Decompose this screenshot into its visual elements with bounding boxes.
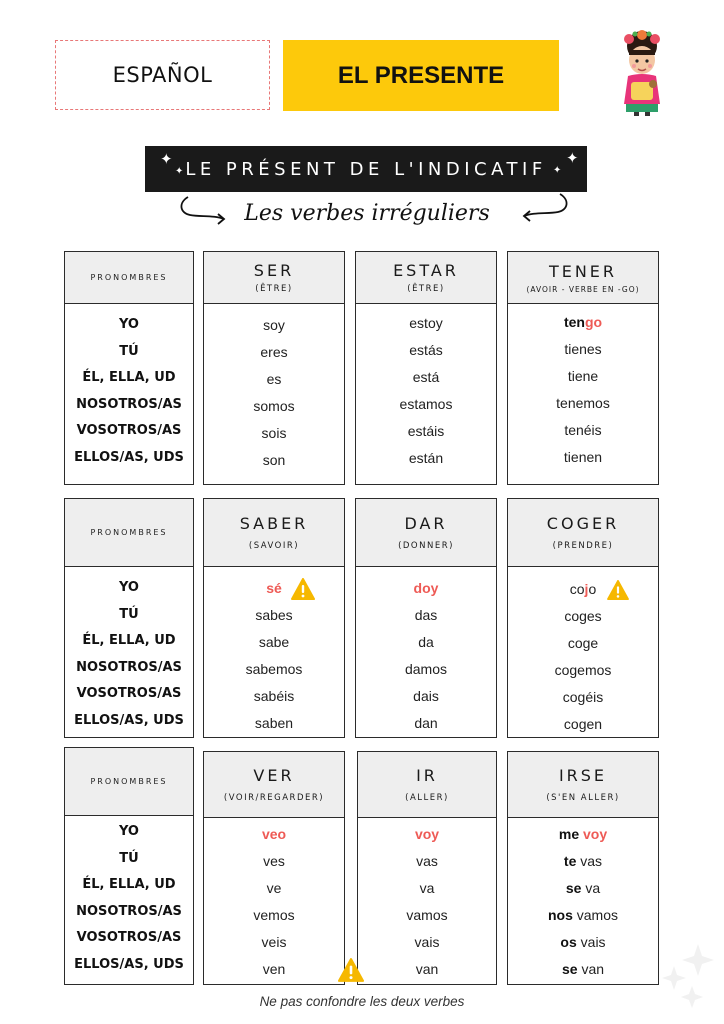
verb-table-ir <box>357 751 497 985</box>
language-label: ESPAÑOL <box>55 40 270 110</box>
conjugation-highlighted: doy <box>413 580 439 596</box>
conjugation: tienes <box>564 341 602 357</box>
conjugation: eres <box>260 344 288 360</box>
pronoun-ellos: ELLOS/AS, UDS <box>74 956 184 972</box>
conjugation-highlighted: voy <box>414 826 440 842</box>
verb-table-ser <box>203 251 345 485</box>
conjugation: vamos <box>406 907 448 923</box>
curved-arrow-icon <box>176 195 228 231</box>
pronoun-ellos: ELLOS/AS, UDS <box>74 449 184 465</box>
footnote: Ne pas confondre les deux verbes <box>259 994 465 1009</box>
pronouns-title: PRONOMBRES <box>90 777 168 786</box>
verb-name: IR <box>416 766 438 785</box>
conjugation: está <box>412 369 440 385</box>
pronoun-vosotros: VOSOTROS/AS <box>76 423 182 438</box>
conjugation: sabes <box>255 607 293 623</box>
conjugation: es <box>266 371 282 387</box>
conjugation: están <box>408 450 444 466</box>
conjugation: ve <box>266 880 282 896</box>
verb-name: DAR <box>404 514 448 533</box>
verb-gloss: (ÊTRE) <box>255 284 293 294</box>
conjugation: dais <box>413 688 439 704</box>
section-banner <box>145 146 587 192</box>
conjugation: tenéis <box>564 422 602 438</box>
verb-table-tener <box>507 251 659 485</box>
verb-name: SABER <box>239 514 309 533</box>
pronouns-title: PRONOMBRES <box>90 528 168 537</box>
conjugation-highlighted: sé <box>266 580 282 596</box>
conjugation: estás <box>409 342 443 358</box>
verb-name: TENER <box>548 261 618 281</box>
conjugation: da <box>418 634 434 650</box>
sparkle-icon: ✦ <box>566 149 579 167</box>
conjugation: cogemos <box>554 662 612 678</box>
verb-gloss: (ÊTRE) <box>407 284 445 294</box>
conjugation: sois <box>261 425 287 441</box>
verb-gloss: (AVOIR - VERBE EN -GO) <box>526 284 640 294</box>
pronouns-table <box>64 498 194 738</box>
verb-name: COGER <box>546 514 620 533</box>
conjugation: soy <box>263 317 285 333</box>
curved-arrow-icon <box>520 192 572 228</box>
conjugation: cogen <box>563 716 603 732</box>
conjugation: os vais <box>560 934 606 950</box>
pronoun-yo: YO <box>118 580 139 595</box>
conjugation: estáis <box>407 423 445 439</box>
conjugation: sabe <box>258 634 290 650</box>
conjugation: somos <box>253 398 295 414</box>
warning-icon <box>607 580 629 600</box>
conjugation: damos <box>404 661 448 677</box>
conjugation: vas <box>416 853 438 869</box>
pronoun-yo: YO <box>118 317 139 332</box>
conjugation: das <box>414 607 438 623</box>
pronoun-tu: TÚ <box>119 606 139 622</box>
pronoun-tu: TÚ <box>119 343 139 359</box>
conjugation: va <box>419 880 435 896</box>
sparkle-icon: ✦ <box>175 166 184 177</box>
pronouns-title: PRONOMBRES <box>90 273 168 282</box>
verb-table-dar <box>355 498 497 738</box>
pronoun-nosotros: NOSOTROS/AS <box>76 396 182 412</box>
pronoun-nosotros: NOSOTROS/AS <box>76 903 182 919</box>
conjugation: son <box>262 452 286 468</box>
conjugation: tenemos <box>556 395 610 411</box>
conjugation: estoy <box>409 315 443 331</box>
subtitle: Les verbes irréguliers <box>244 201 490 226</box>
pronoun-el: ÉL, ELLA, UD <box>82 877 176 892</box>
conjugation-highlighted: cojo <box>569 581 597 597</box>
verb-gloss: (ALLER) <box>405 793 449 803</box>
sparkle-icon: ✦ <box>553 165 562 176</box>
verb-name: VER <box>253 766 295 785</box>
banner-title: LE PRÉSENT DE L'INDICATIF <box>185 158 547 180</box>
pronoun-vosotros: VOSOTROS/AS <box>76 686 182 701</box>
conjugation: ven <box>262 961 286 977</box>
conjugation-highlighted: tengo <box>563 314 603 330</box>
conjugation: se van <box>561 961 605 977</box>
conjugation: tiene <box>567 368 599 384</box>
verb-gloss: (SAVOIR) <box>248 541 300 551</box>
conjugation: se va <box>565 880 601 896</box>
conjugation: nos vamos <box>547 907 618 923</box>
conjugation: vemos <box>253 907 295 923</box>
verb-table-coger <box>507 498 659 738</box>
conjugation: dan <box>414 715 438 731</box>
sparkle-icon: ✦ <box>160 150 173 168</box>
verb-gloss: (DONNER) <box>398 541 454 551</box>
frida-avatar-icon <box>612 30 672 116</box>
conjugation: cogéis <box>562 689 604 705</box>
conjugation: saben <box>254 715 294 731</box>
verb-gloss: (VOIR/REGARDER) <box>223 793 325 803</box>
pronoun-el: ÉL, ELLA, UD <box>82 633 176 648</box>
verb-gloss: (PRENDRE) <box>552 541 614 551</box>
conjugation: tienen <box>563 449 603 465</box>
pronoun-vosotros: VOSOTROS/AS <box>76 930 182 945</box>
topic-label: EL PRESENTE <box>283 40 559 111</box>
conjugation-highlighted: me voy <box>558 826 608 842</box>
sparkle-decoration-icon <box>658 940 722 1010</box>
conjugation: vais <box>414 934 440 950</box>
verb-gloss: (S'EN ALLER) <box>546 793 620 803</box>
verb-name: SER <box>253 261 295 280</box>
conjugation: ves <box>263 853 285 869</box>
pronouns-table <box>64 747 194 985</box>
conjugation: veis <box>261 934 287 950</box>
conjugation-highlighted: veo <box>261 826 287 842</box>
pronoun-yo: YO <box>118 824 139 839</box>
verb-name: IRSE <box>558 766 608 785</box>
conjugation: sabemos <box>245 661 303 677</box>
conjugation: te vas <box>563 853 603 869</box>
conjugation: coge <box>567 635 599 651</box>
pronoun-tu: TÚ <box>119 850 139 866</box>
pronoun-el: ÉL, ELLA, UD <box>82 370 176 385</box>
verb-table-ver <box>203 751 345 985</box>
conjugation: van <box>415 961 439 977</box>
pronouns-table <box>64 251 194 485</box>
verb-table-irse <box>507 751 659 985</box>
conjugation: estamos <box>399 396 453 412</box>
warning-icon <box>338 958 364 982</box>
verb-name: ESTAR <box>393 261 459 280</box>
verb-table-estar <box>355 251 497 485</box>
pronoun-nosotros: NOSOTROS/AS <box>76 659 182 675</box>
warning-icon <box>291 578 315 600</box>
pronoun-ellos: ELLOS/AS, UDS <box>74 712 184 728</box>
conjugation: coges <box>564 608 602 624</box>
verb-table-saber <box>203 498 345 738</box>
conjugation: sabéis <box>253 688 295 704</box>
